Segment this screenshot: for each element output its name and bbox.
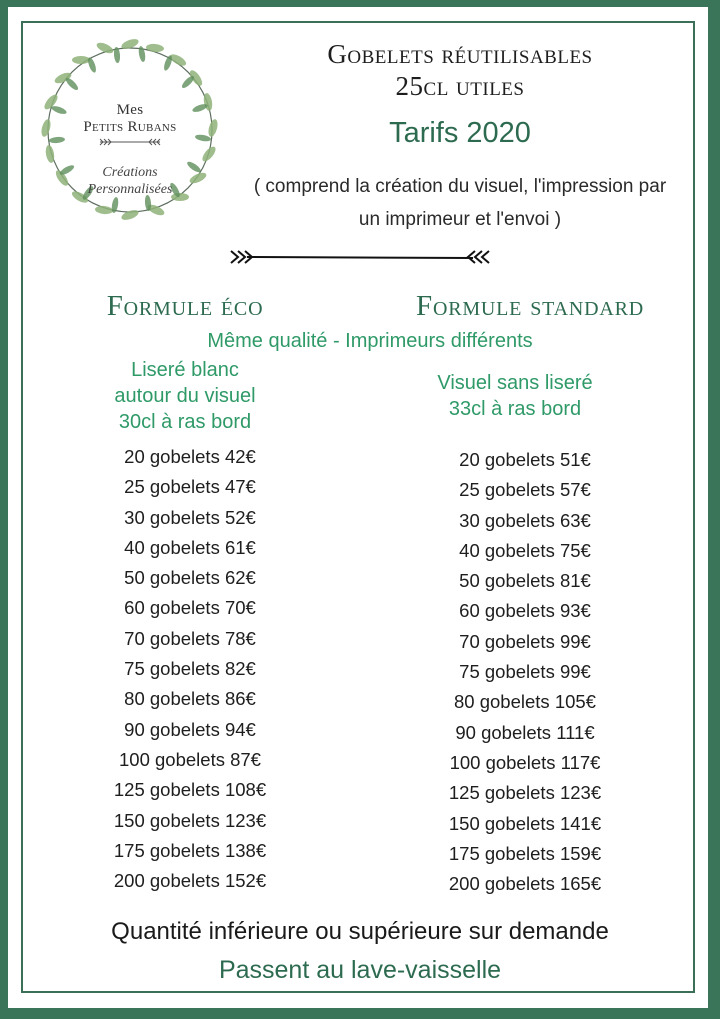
list-item: 90 gobelets 111€ [455, 721, 595, 743]
list-item: 90 gobelets 94€ [124, 718, 256, 740]
eco-price-list [80, 442, 300, 896]
list-item: 40 gobelets 75€ [459, 539, 591, 561]
list-item: 100 gobelets 117€ [449, 751, 601, 773]
list-item: 30 gobelets 52€ [124, 506, 256, 528]
list-item: 80 gobelets 86€ [124, 688, 256, 710]
list-item: 175 gobelets 138€ [113, 839, 267, 861]
list-item: 70 gobelets 78€ [124, 627, 256, 649]
formula-eco-description [85, 357, 285, 435]
page-title [260, 38, 660, 102]
list-item: 25 gobelets 57€ [459, 479, 591, 501]
note-line2: un imprimeur et l'envoi ) [358, 209, 562, 230]
list-item: 125 gobelets 108€ [113, 779, 267, 801]
list-item: 150 gobelets 123€ [113, 809, 267, 831]
eco-desc-line2: autour du visuel [114, 385, 256, 407]
list-item: 50 gobelets 62€ [124, 567, 256, 589]
standard-desc-line1: Visuel sans liseré [437, 372, 593, 394]
logo-title-line1: Mes [116, 102, 144, 118]
list-item: 25 gobelets 47€ [124, 476, 256, 498]
standard-price-list [415, 445, 635, 899]
list-item: 75 gobelets 99€ [459, 661, 591, 683]
shared-quality-note: Même qualité - Imprimeurs différents [207, 330, 533, 352]
dishwasher-safe-note: Passent au lave-vaisselle [218, 956, 502, 984]
list-item: 30 gobelets 63€ [459, 509, 591, 531]
list-item: 150 gobelets 141€ [448, 812, 602, 834]
formula-standard-description [405, 370, 625, 422]
formula-eco-title: Formule éco [106, 290, 264, 322]
list-item: 20 gobelets 51€ [459, 449, 591, 470]
logo-title-line2: Petits Rubans [83, 119, 177, 135]
list-item: 40 gobelets 61€ [124, 536, 256, 558]
eco-desc-line1: Liseré blanc [131, 359, 239, 381]
tarifs-heading: Tarifs 2020 [389, 117, 531, 149]
list-item: 100 gobelets 87€ [119, 748, 261, 770]
list-item: 70 gobelets 99€ [459, 630, 591, 652]
standard-desc-line2: 33cl à ras bord [448, 398, 582, 420]
note-line1: ( comprend la création du visuel, l'impression par [253, 176, 667, 197]
quantity-on-request-note: Quantité inférieure ou supérieure sur demande [111, 918, 609, 945]
title-line2: 25cl utiles [395, 71, 525, 101]
list-item: 60 gobelets 93€ [459, 600, 591, 622]
formula-standard-title: Formule standard [416, 290, 644, 322]
eco-desc-line3: 30cl à ras bord [118, 411, 252, 433]
list-item: 20 gobelets 42€ [124, 446, 256, 467]
arrow-divider-icon [225, 245, 495, 269]
list-item: 175 gobelets 159€ [448, 842, 602, 864]
list-item: 125 gobelets 123€ [448, 782, 602, 804]
title-line1: Gobelets réutilisables [327, 39, 593, 69]
list-item: 80 gobelets 105€ [454, 691, 596, 713]
list-item: 200 gobelets 165€ [448, 873, 602, 895]
price-includes-note [200, 170, 720, 236]
list-item: 50 gobelets 81€ [459, 570, 591, 592]
list-item: 75 gobelets 82€ [124, 658, 256, 680]
list-item: 60 gobelets 70€ [124, 597, 256, 619]
logo-subtitle-line2: Personnalisées [87, 182, 173, 197]
logo-subtitle-line1: Créations [102, 165, 158, 180]
logo-title [30, 102, 230, 136]
list-item: 200 gobelets 152€ [113, 870, 267, 892]
